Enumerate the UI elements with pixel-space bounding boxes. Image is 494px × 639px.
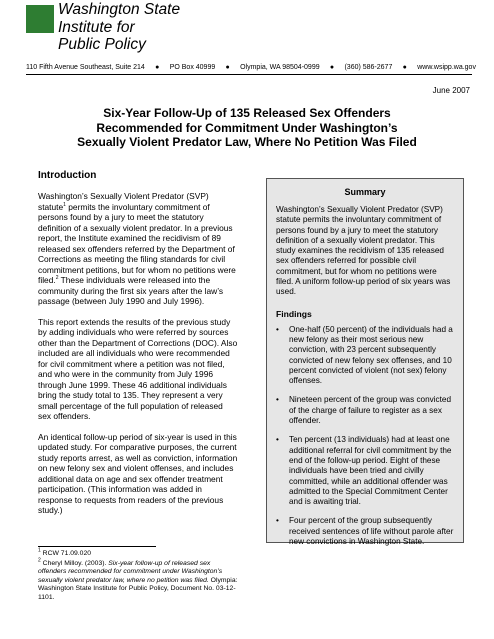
phone-number: (360) 586-2677 (344, 64, 393, 71)
introduction-heading: Introduction (38, 170, 97, 181)
po-box: PO Box 40999 (169, 64, 216, 71)
finding-item: • Nineteen percent of the group was convicted of the charge of failure to register as a sex offender. (276, 395, 452, 426)
summary-heading: Summary (344, 187, 386, 197)
organization-name: Washington State Institute for Public Policy (58, 1, 181, 53)
finding-item: • Four percent of the group subsequently received sentences of life without parole after new convictions in Washington State. (276, 516, 454, 547)
street-address: 110 Fifth Avenue Southeast, Suite 214 (26, 64, 145, 71)
summary-text: Washington’s Sexually Violent Predator (SVP) statute permits the involuntary commitment of persons found by a jury to meet the statutory definition of a sexually violent predator. This study examines the recidivism of 135 released sex offenders referred for possible civil commitment, but for whom no petitions were filed. A uniform follow-up period of six years was used. (276, 205, 451, 297)
intro-paragraph-2: This report extends the results of the previous study by adding individuals who were referred by sources other than the Department of Corrections (DOC). Also included are all individuals who were recommended for civil commitment where a petition was not filed, and who were in the community from July 1996 through June 1999. These 46 additional individuals bring the study total to 135. They represent a very small percentage of the full population of released sex offenders. (38, 316, 238, 421)
letterhead (0, 0, 494, 66)
dot-separator: ● (225, 64, 230, 71)
findings-heading: Findings (276, 308, 312, 319)
footnote-ref-1[interactable]: 1 (63, 201, 66, 208)
bullet-icon: • (276, 435, 279, 445)
header-divider (26, 74, 472, 75)
footnote-2: $^2$ Cheryl Milloy. (2003). Six-year follow-up of released sex offenders recommended for commitment under Washington’s sexually violent predator law, where no petition was filed. Olympia: Washington State Institute for Public Policy, Document No. 03-12-1101. (38, 557, 238, 601)
intro-paragraph-1: Washington’s Sexually Violent Predator (SVP) statute$^1$ permits the involuntary commitment of persons found by a jury to meet the statutory definition of a sexually violent predator. In a previous report, the Institute examined the recidivism of 89 released sex offenders referred by the Department of Corrections as meeting the filing standards for civil commitment petitions, but for whom no petitions were filed.$^2$ These individuals were released into the community during the first six years after the law’s passage (between July 1990 and July 1996). (38, 191, 236, 306)
finding-item: • One-half (50 percent) of the individuals had a new felony as their most serious new conviction, with 23 percent subsequently convicted of new felony sex offenses, and 10 percent convicted of violent (not sex) felony offenses. (276, 324, 453, 386)
footnote-1: $^1$ RCW 71.09.020 (38, 547, 92, 557)
bullet-icon: • (276, 516, 279, 526)
address-line (26, 63, 476, 72)
website-link[interactable]: www.wsipp.wa.gov (417, 64, 476, 71)
introduction-column (38, 170, 238, 526)
publication-date: June 2007 (432, 86, 470, 95)
finding-item: • Ten percent (13 individuals) had at least one additional referral for civil commitment by the end of the follow-up period. Eight of these individuals have been tried and civilly committed, while an additional offender was admitted to the Special Commitment Center and is awaiting trial. (276, 435, 452, 507)
city-state-zip: Olympia, WA 98504-0999 (240, 64, 320, 71)
dot-separator: ● (402, 64, 407, 71)
report-title: Six-Year Follow-Up of 135 Released Sex Offenders Recommended for Commitment Under Washington’s Sexually Violent Predator Law, Where No Petition Was Filed (77, 106, 417, 149)
footnotes (38, 547, 238, 604)
dot-separator: ● (329, 64, 335, 71)
bullet-icon: • (276, 324, 279, 334)
summary-box (266, 178, 464, 547)
intro-paragraph-3: An identical follow-up period of six-year is used in this updated study. For comparative purposes, the current study reports arrest, as well as conviction, information on new felony sex and violent offenses, and includes additional data on age and sex offender treatment participation. (This information was added in response to requests from readers of the previous study.) (38, 431, 238, 515)
dot-separator: ● (155, 64, 160, 71)
footnote-ref-2[interactable]: 2 (55, 275, 59, 282)
footnote-divider (38, 546, 156, 547)
findings-list (267, 325, 463, 548)
bullet-icon: • (276, 395, 279, 405)
institute-logo (26, 5, 54, 33)
